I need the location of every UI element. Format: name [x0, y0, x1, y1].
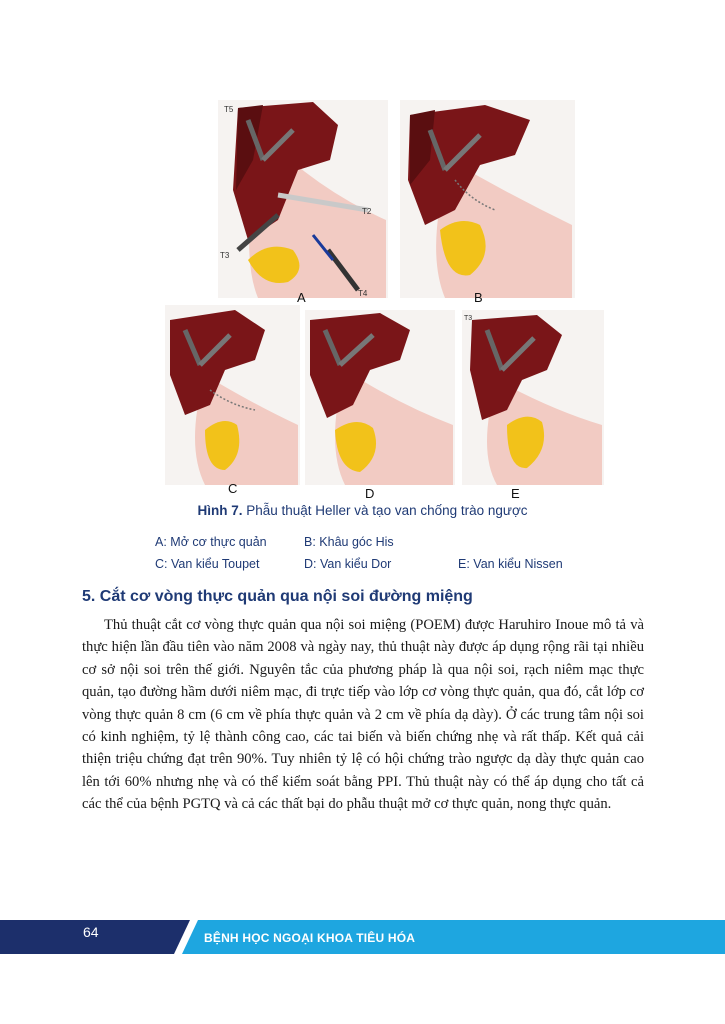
figure-panel-e — [462, 310, 604, 485]
caption-prefix: Hình 7. — [197, 503, 243, 518]
legend-item-a: A: Mở cơ thực quản — [155, 535, 267, 549]
surgery-illustration-b — [400, 100, 575, 298]
panel-label-a: A — [297, 290, 306, 305]
surgery-illustration-a — [218, 100, 388, 298]
panel-label-d: D — [365, 486, 375, 501]
body-paragraph: Thủ thuật cắt cơ vòng thực quản qua nội soi miệng (POEM) được Haruhiro Inoue mô tả và thực hiện lần đầu tiên vào năm 2008 và ngày nay, thủ thuật này được áp dụng rộng rãi tại nhiều cơ sở nội soi trên thế giới. Nguyên tắc của phương pháp là qua nội soi, rạch niêm mạc thực quản, tạo đường hầm dưới niêm mạc, đi trực tiếp vào lớp cơ vòng thực quản, qua đó, cắt lớp cơ vòng thực quản 8 cm (6 cm về phía thực quản và 2 cm về phía dạ dày). Ở các trung tâm nội soi có kinh nghiệm, tỷ lệ thành công cao, các tai biến và biến chứng nhẹ và rất thấp. Kết quả cải thiện triệu chứng đạt trên 90%. Tuy nhiên tỷ lệ có hội chứng trào ngược dạ dày thực quản cao lên tới 60% nhưng nhẹ và có thể kiểm soát bằng PPI. Thủ thuật này có thể áp dụng cho tất cả các thể của bệnh PGTQ và cả các thất bại do phẫu thuật mở cơ thực quản, nong thực quản. — [82, 617, 644, 813]
trocar-label: T4 — [358, 289, 368, 298]
legend-item-b: B: Khâu góc His — [304, 535, 394, 549]
page-number: 64 — [83, 924, 99, 940]
legend-item-d: D: Van kiểu Dor — [304, 557, 392, 571]
trocar-label: T5 — [224, 105, 234, 114]
figure-panel-a — [218, 100, 388, 298]
section-heading: 5. Cắt cơ vòng thực quản qua nội soi đường miệng — [82, 588, 473, 605]
panel-label-e: E — [511, 486, 520, 501]
caption-text: Phẫu thuật Heller và tạo van chống trào ngược — [246, 503, 528, 518]
book-title: BỆNH HỌC NGOẠI KHOA TIÊU HÓA — [204, 931, 416, 945]
panel-label-b: B — [474, 290, 483, 305]
figure-caption — [0, 503, 725, 518]
figure-panel-c — [165, 305, 300, 485]
surgery-illustration-d — [305, 310, 455, 485]
trocar-label: T2 — [362, 207, 372, 216]
surgery-illustration-c — [165, 305, 300, 485]
surgery-illustration-e — [462, 310, 604, 485]
legend-item-c: C: Van kiểu Toupet — [155, 557, 260, 571]
legend-item-e: E: Van kiểu Nissen — [458, 557, 563, 571]
panel-label-c: C — [228, 481, 238, 496]
trocar-label: T3 — [220, 251, 230, 260]
figure-panel-d — [305, 310, 455, 485]
trocar-label: T3 — [464, 315, 473, 322]
figure-panel-b — [400, 100, 575, 298]
